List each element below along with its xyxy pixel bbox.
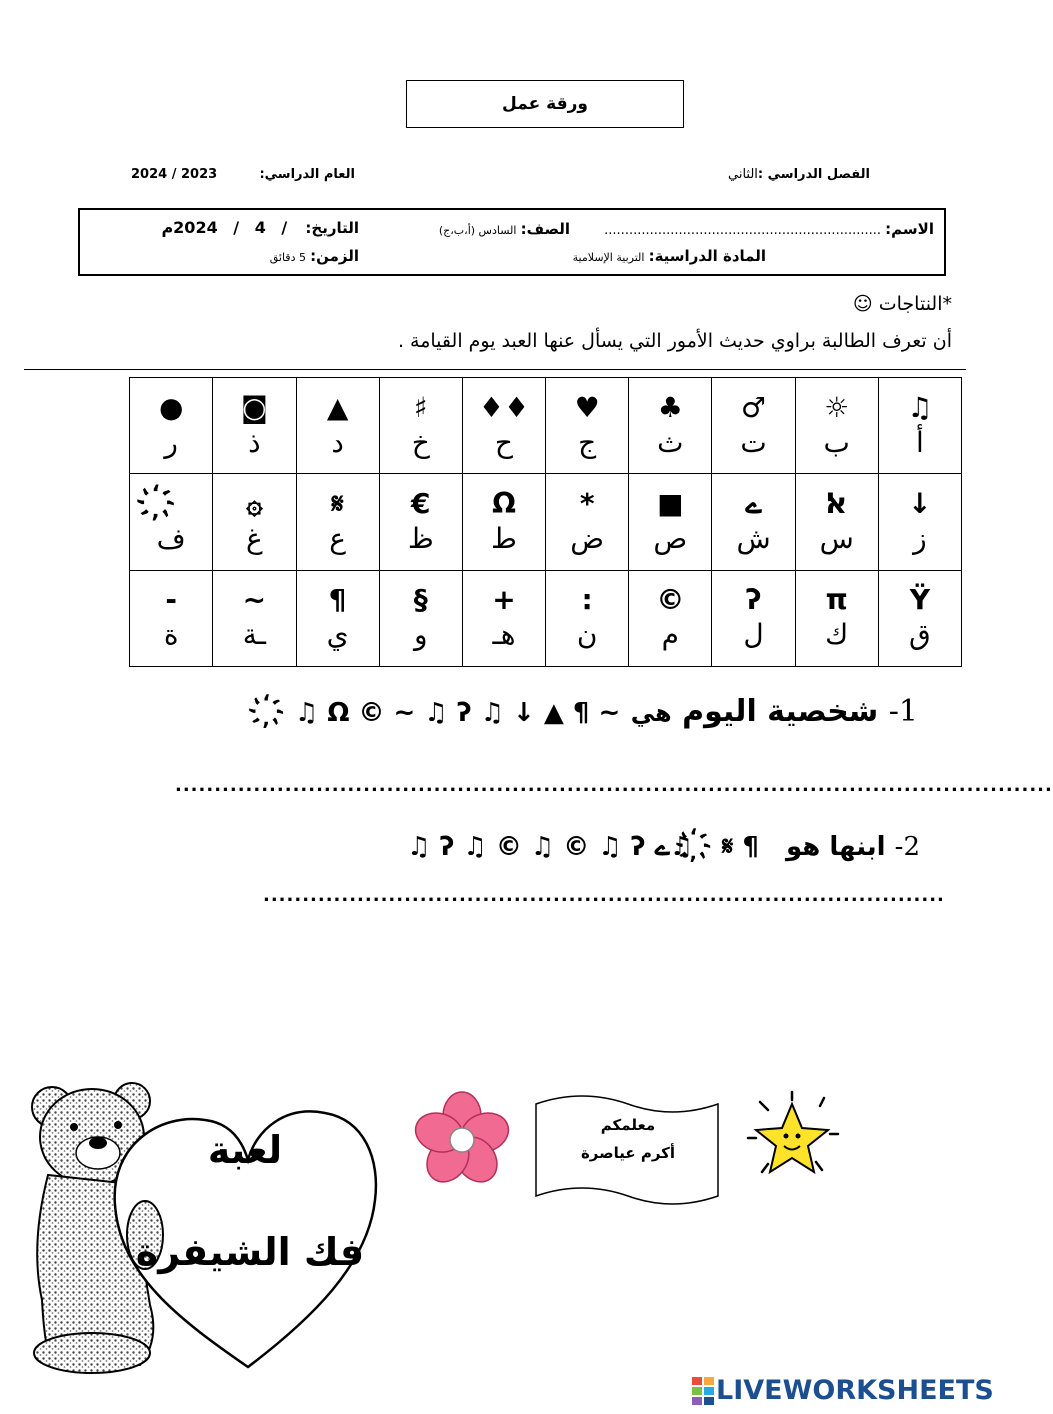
year-line (131, 167, 355, 182)
cipher-letter: ش (736, 521, 771, 555)
cipher-symbol: Ω (492, 486, 516, 520)
cipher-letter: ذ (248, 425, 261, 459)
cipher-cell (712, 474, 795, 570)
cipher-letter: ط (491, 521, 517, 555)
divider-line (24, 369, 966, 370)
cipher-letter: ب (823, 425, 850, 459)
bear-foot (34, 1333, 150, 1373)
outcomes-text: أن تعرف الطالبة براوي حديث الأمور التي يسأل عنها العبد يوم القيامة . (397, 330, 952, 352)
cipher-cell (546, 378, 629, 474)
cipher-cell (878, 570, 961, 666)
question-1-text: شخصية اليوم (682, 694, 879, 729)
liveworksheets-logo (692, 1375, 994, 1406)
class-label: الصف: (520, 220, 570, 238)
teacher-label: معلمكم (600, 1116, 656, 1134)
cipher-symbol: : (581, 583, 593, 617)
cipher-symbol: € (411, 486, 431, 520)
cipher-letter: ح (494, 425, 513, 459)
cipher-row (130, 570, 962, 666)
cipher-letter: ع (329, 521, 346, 555)
question-2-code: ♫ ʔ ♫ © ♫ © ♫ ʔ ے♫ ҉ 𝄋 ¶ (407, 832, 759, 862)
cipher-symbol: ♫ (907, 390, 933, 424)
cipher-letter: س (819, 521, 854, 555)
cipher-cell (462, 570, 545, 666)
subject-label: المادة الدراسية: (648, 247, 766, 265)
cipher-letter: ـة (242, 618, 267, 652)
question-1-number: 1- (888, 694, 918, 729)
cipher-symbol: § (413, 583, 428, 617)
cipher-cell (629, 474, 712, 570)
cipher-cell (546, 474, 629, 570)
time-row (270, 247, 359, 265)
flower-illustration (412, 1092, 512, 1190)
cipher-symbol: ↓ (908, 486, 932, 520)
cipher-symbol: ♂ (740, 390, 767, 424)
cipher-symbol: Ÿ (909, 583, 931, 617)
cipher-letter: ف (156, 521, 186, 555)
cipher-symbol: ¶ (328, 583, 347, 617)
cipher-table (129, 377, 962, 667)
flower-center (450, 1128, 474, 1152)
semester-label: الفصل الدراسي : (757, 167, 870, 182)
cipher-cell (130, 570, 213, 666)
bear-nose (89, 1137, 107, 1149)
cipher-letter: ت (740, 425, 767, 459)
cipher-symbol: ♥ (574, 390, 600, 424)
answer-1-field[interactable]: ................................................................................................................ (175, 775, 1053, 796)
star-eye-right (796, 1134, 801, 1139)
cipher-letter: ظ (407, 521, 434, 555)
cipher-symbol: ҉ (165, 486, 177, 520)
cipher-cell (795, 474, 878, 570)
cipher-cell (130, 474, 213, 570)
cipher-symbol: ♣ (657, 390, 683, 424)
cipher-cell (712, 378, 795, 474)
cipher-cell (296, 378, 379, 474)
cipher-letter: خ (411, 425, 430, 459)
cipher-symbol: ▲ (326, 390, 349, 424)
cipher-symbol: ♯ (414, 390, 428, 424)
cipher-letter: د (331, 425, 344, 459)
cipher-cell (795, 570, 878, 666)
cipher-symbol: + (492, 583, 516, 617)
cipher-symbol: ♦♦ (478, 390, 530, 424)
cipher-cell (712, 570, 795, 666)
cipher-symbol: ے (745, 486, 762, 520)
cipher-symbol: ʔ (745, 583, 762, 617)
answer-2-field[interactable]: ....................................................................................... (263, 885, 945, 906)
cipher-cell (379, 570, 462, 666)
cipher-letter: أ (916, 425, 924, 459)
name-row (604, 220, 934, 238)
cipher-symbol: * (579, 486, 595, 520)
cipher-cell (878, 378, 961, 474)
cipher-row (130, 378, 962, 474)
cipher-symbol: ﭏ (826, 486, 847, 520)
cipher-symbol: - (165, 583, 177, 617)
heart-line-2: فك الشيفرة (135, 1230, 365, 1274)
cipher-symbol: ◙ (240, 390, 268, 424)
liveworksheets-icon (692, 1377, 714, 1405)
question-2-text: ابنها (829, 832, 886, 862)
cipher-symbol: © (656, 583, 685, 617)
cipher-cell (379, 378, 462, 474)
cipher-cell (296, 474, 379, 570)
cipher-letter: ز (913, 521, 927, 555)
cipher-letter: ن (576, 618, 598, 652)
cipher-letter: ة (163, 618, 179, 652)
year-label: العام الدراسي: (259, 167, 355, 182)
star-eye-left (784, 1134, 789, 1139)
question-1 (275, 694, 918, 729)
cipher-symbol: ■ (657, 486, 684, 520)
liveworksheets-text: LIVEWORKSHEETS (716, 1375, 994, 1406)
cipher-symbol: ● (158, 390, 184, 424)
cipher-letter: ل (743, 618, 764, 652)
cipher-letter: ص (653, 521, 688, 555)
cipher-cell (878, 474, 961, 570)
cipher-symbol: ~ (242, 583, 267, 617)
star-illustration (740, 1090, 845, 1182)
cipher-letter: ث (657, 425, 684, 459)
cipher-symbol: π (825, 583, 848, 617)
cipher-letter: ي (326, 618, 349, 652)
cipher-cell (379, 474, 462, 570)
cipher-cell (213, 474, 296, 570)
cipher-letter: و (414, 618, 428, 652)
question-2-word: هو (785, 832, 821, 862)
date-row (161, 218, 359, 237)
cipher-symbol: 𝄋 (331, 486, 344, 520)
question-2 (407, 832, 920, 863)
time-value: 5 دقائق (269, 251, 306, 264)
cipher-cell (130, 378, 213, 474)
cipher-cell (462, 378, 545, 474)
worksheet-title: ورقة عمل (406, 80, 684, 128)
cipher-cell (213, 378, 296, 474)
cipher-letter: ض (570, 521, 605, 555)
question-1-code: ҉ ♫ Ω © ~ ♫ ʔ ♫ ↓ ▲ ¶ ~ (275, 698, 621, 728)
name-field[interactable]: ................................................................... (604, 223, 882, 238)
cipher-cell (629, 570, 712, 666)
class-row (439, 220, 570, 238)
student-info-box (78, 208, 946, 276)
cipher-cell (629, 378, 712, 474)
name-label: الاسم: (885, 220, 934, 238)
cipher-letter: ق (909, 618, 931, 652)
time-label: الزمن: (310, 247, 359, 265)
cipher-letter: غ (246, 521, 263, 555)
bear-eye-left (70, 1123, 78, 1131)
cipher-letter: م (661, 618, 680, 652)
year-value: 2024 / 2023 (131, 167, 218, 182)
question-2-number: 2- (894, 832, 920, 862)
semester-value: الثاني (727, 167, 758, 182)
cipher-cell (213, 570, 296, 666)
subject-value: التربية الإسلامية (572, 251, 645, 264)
cipher-cell (546, 570, 629, 666)
heart-line-1: لعبة (207, 1128, 283, 1172)
date-label: التاريخ: (305, 219, 359, 237)
question-1-word: هي (630, 699, 672, 727)
date-value[interactable]: / 4 / 2024م (161, 218, 288, 237)
outcomes-heading: *النتاجات ☺ (852, 293, 952, 315)
cipher-letter: هـ (492, 618, 516, 652)
teacher-name: أكرم عياصرة (580, 1144, 676, 1162)
bear-eye-right (114, 1121, 122, 1129)
semester-line (728, 167, 870, 182)
cipher-letter: ج (578, 425, 597, 459)
cipher-letter: ر (164, 425, 178, 459)
cipher-symbol: ۞ (246, 486, 263, 520)
bear-heart-illustration (30, 1075, 380, 1375)
cipher-symbol: ☼ (824, 390, 850, 424)
cipher-cell (296, 570, 379, 666)
cipher-cell (462, 474, 545, 570)
cipher-letter: ك (825, 618, 849, 652)
cipher-row (130, 474, 962, 570)
cipher-cell (795, 378, 878, 474)
class-value: السادس (أ،ب،ج) (438, 224, 517, 237)
subject-row (573, 247, 766, 265)
